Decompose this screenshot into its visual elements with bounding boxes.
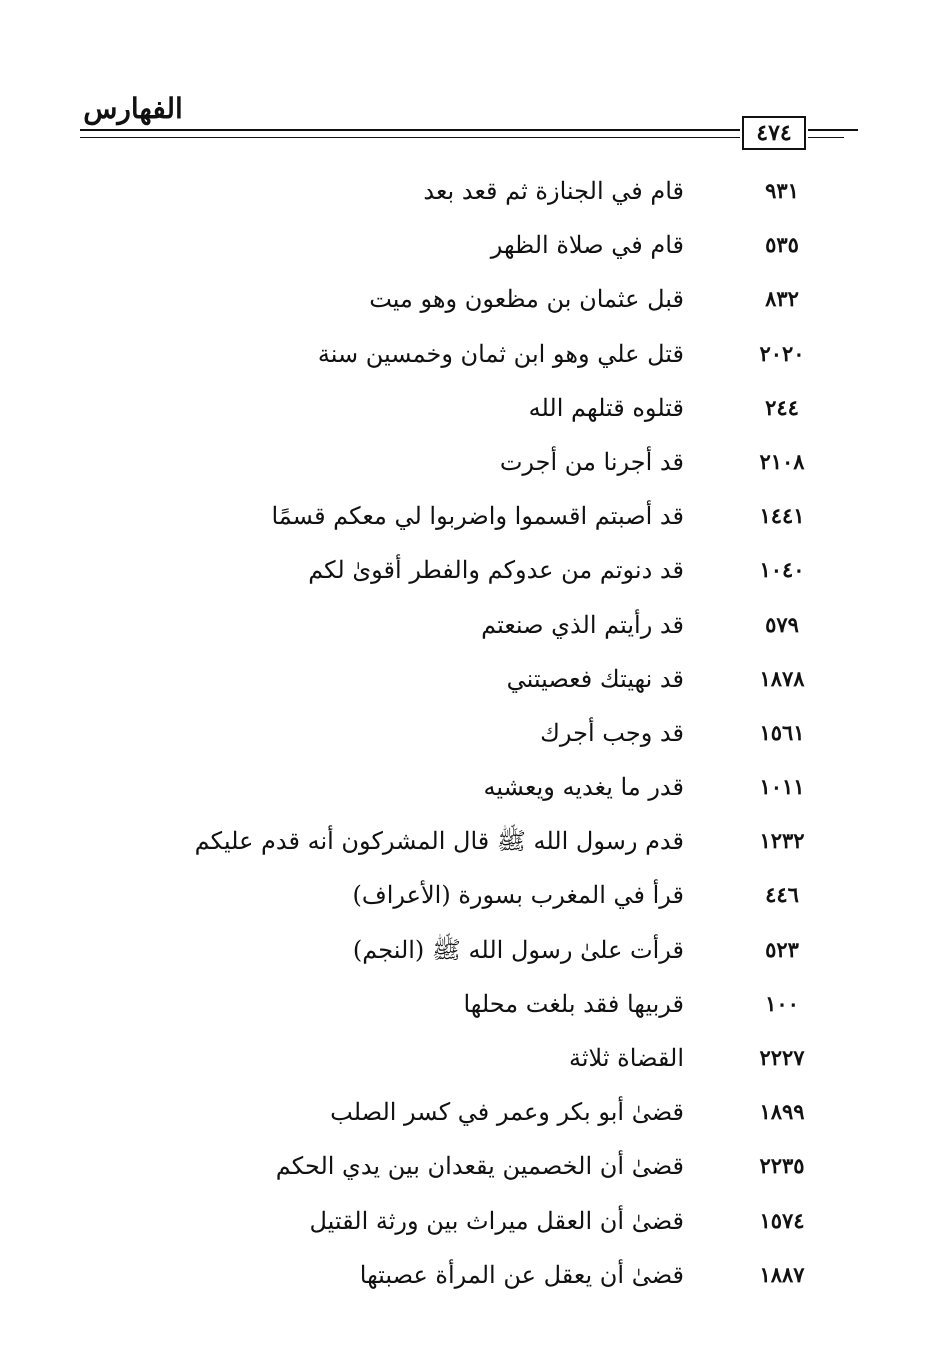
page-header [0,0,936,170]
header-rule-right-bottom [808,137,844,138]
entry-number: ١٨٨٧ [759,1261,805,1287]
entry-number: ٩٣١ [765,178,799,203]
header-rule-top [80,129,740,131]
page-number: ٤٧٤ [742,116,806,150]
index-entry [0,1139,936,1193]
entry-text: قضىٰ أبو بكر وعمر في كسر الصلب [330,1098,684,1127]
index-entry [0,489,936,543]
entry-text: قد أجرنا من أجرت [499,447,684,476]
index-entry [0,164,936,218]
entry-number: ٢٢٣٥ [759,1153,805,1179]
entry-text: قد رأيتم الذي صنعتم [481,610,684,639]
entry-text: قد نهيتك فعصيتني [506,664,684,693]
index-entry [0,327,936,381]
index-entry [0,652,936,706]
entry-text: قضىٰ أن يعقل عن المرأة عصبتها [359,1260,684,1289]
index-entry [0,814,936,868]
entry-number: ٢٢٢٧ [759,1045,805,1070]
entry-text: قام في صلاة الظهر [490,231,684,260]
header-rule-right-top [808,129,858,131]
entry-number: ٤٤٦ [765,882,799,908]
entry-text: قتلوه قتلهم الله [528,393,684,422]
index-entry [0,977,936,1031]
index-entry [0,435,936,489]
index-entry [0,1031,936,1085]
entry-text: القضاة ثلاثة [569,1044,684,1072]
entry-number: ٥٢٣ [765,936,799,962]
entry-number: ١٤٤١ [759,503,805,529]
index-entry [0,1085,936,1139]
index-entry [0,381,936,435]
entry-number: ٢٤٤ [765,394,799,420]
entry-number: ٥٣٥ [765,232,799,258]
entry-number: ٢٠٢٠ [759,340,805,366]
index-entry [0,1194,936,1248]
index-entry [0,543,936,597]
index-entry [0,706,936,760]
index-entries [0,164,936,1302]
index-entry [0,598,936,652]
entry-text: قتل علي وهو ابن ثمان وخمسين سنة [317,339,684,368]
index-entry [0,923,936,977]
section-title: الفهارس [83,92,183,125]
index-entry [0,1248,936,1302]
entry-text: قد وجب أجرك [540,718,684,747]
entry-text: قام في الجنازة ثم قعد بعد [423,177,684,205]
index-entry [0,218,936,272]
index-entry [0,760,936,814]
entry-number: ٨٣٢ [765,286,799,312]
entry-number: ٢١٠٨ [759,448,805,474]
entry-text: قدر ما يغديه ويعشيه [483,773,684,802]
entry-number: ١٥٦١ [759,719,805,745]
entry-text: قرأت علىٰ رسول الله ﷺ (النجم) [352,935,684,964]
entry-text: قضىٰ أن الخصمين يقعدان بين يدي الحكم [275,1152,684,1181]
entry-text: قرأ في المغرب بسورة (الأعراف) [352,881,684,910]
entry-number: ٥٧٩ [765,611,799,637]
entry-number: ١٥٧٤ [759,1207,805,1233]
entry-text: قضىٰ أن العقل ميراث بين ورثة القتيل [309,1206,684,1235]
entry-text: قد أصبتم اقسموا واضربوا لي معكم قسمًا [271,502,684,531]
entry-number: ١٠٤٠ [759,557,805,583]
header-rule-bottom [80,137,740,138]
entry-number: ١٠٠ [765,990,799,1016]
entry-text: قربيها فقد بلغت محلها [463,989,684,1018]
entry-number: ١٢٣٢ [759,828,805,854]
entry-text: قد دنوتم من عدوكم والفطر أقوىٰ لكم [308,556,684,585]
entry-text: قبل عثمان بن مظعون وهو ميت [369,285,684,314]
index-entry [0,868,936,922]
entry-number: ١٨٧٨ [759,665,805,691]
entry-text: قدم رسول الله ﷺ قال المشركون أنه قدم عليكم [194,827,684,856]
index-entry [0,272,936,326]
entry-number: ١٠١١ [759,774,805,800]
entry-number: ١٨٩٩ [759,1099,805,1125]
